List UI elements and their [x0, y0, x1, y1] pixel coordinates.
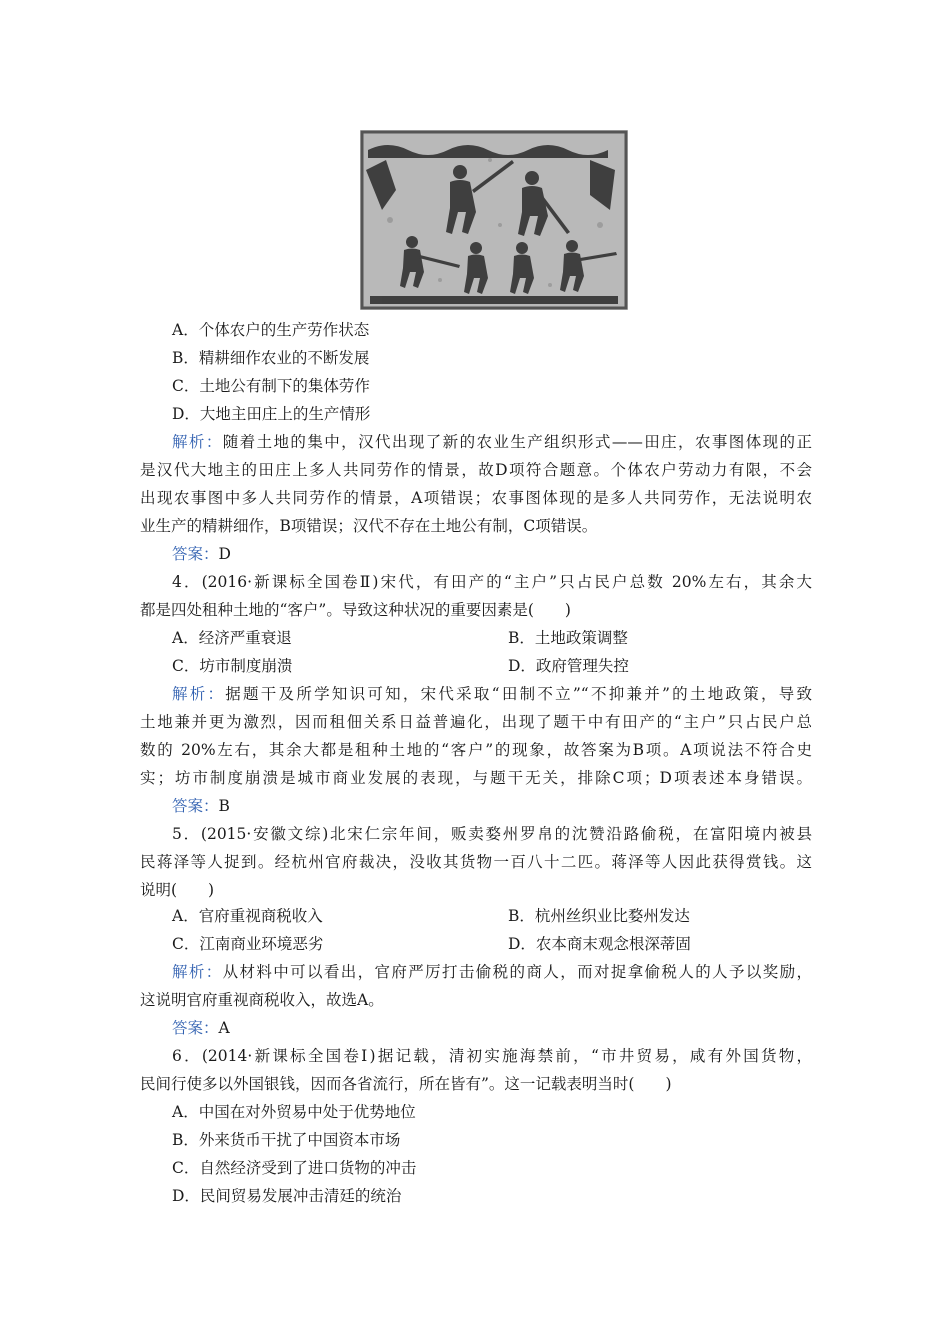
- q6-option-b: B．外来货币干扰了中国资本市场: [172, 1131, 401, 1149]
- q4-stem-line-2: 都是四处租种土地的“客户”。导致这种状况的重要因素是( ): [140, 601, 571, 619]
- farming-relief-image: [360, 130, 628, 310]
- q3-analysis-label: 解析：: [172, 433, 223, 451]
- q5-stem-line-3: 说明( ): [140, 881, 215, 899]
- q6-option-a: A．中国在对外贸易中处于优势地位: [172, 1103, 416, 1121]
- q5-analysis-label: 解析：: [172, 963, 223, 981]
- q5-option-c: C．江南商业环境恶劣: [172, 935, 324, 953]
- q5-answer-label: 答案：: [172, 1019, 219, 1037]
- q4-option-b: B．土地政策调整: [508, 629, 628, 647]
- q3-answer-label: 答案：: [172, 545, 219, 563]
- q5-analysis-line-1: 解析：从材料中可以看出，官府严厉打击偷税的商人，而对捉拿偷税人的人予以奖励，: [172, 963, 812, 981]
- q6-option-c: C．自然经济受到了进口货物的冲击: [172, 1159, 417, 1177]
- q5-option-a: A．官府重视商税收入: [172, 907, 323, 925]
- q4-answer: 答案：B: [172, 797, 230, 815]
- q4-option-d: D．政府管理失控: [508, 657, 629, 675]
- q5-stem-line-2: 民蒋泽等人捉到。经杭州官府裁决，没收其货物一百八十二匹。蒋泽等人因此获得赏钱。这: [140, 853, 812, 871]
- q4-stem-line-1: 4．(2016·新课标全国卷Ⅱ)宋代，有田产的“主户”只占民户总数 20%左右，其余大: [172, 573, 812, 591]
- q3-option-d: D．大地主田庄上的生产情形: [172, 405, 371, 423]
- q3-analysis-line-2: 是汉代大地主的田庄上多人共同劳作的情景，故D项符合题意。个体农户劳动力有限，不会: [140, 461, 812, 479]
- q4-analysis-line-1: 解析：据题干及所学知识可知，宋代采取“田制不立”“不抑兼并”的土地政策，导致: [172, 685, 812, 703]
- q4-analysis-line-2: 土地兼并更为激烈，因而租佃关系日益普遍化，出现了题干中有田产的“主户”只占民户总: [140, 713, 812, 731]
- q5-option-b: B．杭州丝织业比婺州发达: [508, 907, 690, 925]
- q4-option-c: C．坊市制度崩溃: [172, 657, 293, 675]
- q4-analysis-line-4: 实；坊市制度崩溃是城市商业发展的表现，与题干无关，排除C项；D项表述本身错误。: [140, 769, 812, 787]
- q5-option-d: D．农本商末观念根深蒂固: [508, 935, 691, 953]
- q6-option-d: D．民间贸易发展冲击清廷的统治: [172, 1187, 402, 1205]
- q5-stem-line-1: 5．(2015·安徽文综)北宋仁宗年间，贩卖婺州罗帛的沈赞沿路偷税，在富阳境内被县: [172, 825, 812, 843]
- q5-analysis-line-2: 这说明官府重视商税收入，故选A。: [140, 991, 384, 1009]
- q4-analysis-label: 解析：: [172, 685, 226, 703]
- q5-answer: 答案：A: [172, 1019, 230, 1037]
- q4-analysis-line-3: 数的 20%左右，其余大都是租种土地的“客户”的现象，故答案为B项。A项说法不符合史: [140, 741, 812, 759]
- q4-option-a: A．经济严重衰退: [172, 629, 292, 647]
- q6-stem-line-2: 民间行使多以外国银钱，因而各省流行，所在皆有”。这一记载表明当时( ): [140, 1075, 672, 1093]
- q3-analysis-line-3: 出现农事图中多人共同劳作的情景，A项错误；农事图体现的是多人共同劳作，无法说明农: [140, 489, 812, 507]
- relief-image-icon: [360, 130, 628, 310]
- q6-stem-line-1: 6．(2014·新课标全国卷Ⅰ)据记载，清初实施海禁前，“市井贸易，咸有外国货物，: [172, 1047, 812, 1065]
- q3-option-b: B．精耕细作农业的不断发展: [172, 349, 370, 367]
- q3-analysis-line-4: 业生产的精耕细作，B项错误；汉代不存在土地公有制，C项错误。: [140, 517, 598, 535]
- q3-option-c: C．土地公有制下的集体劳作: [172, 377, 370, 395]
- q4-answer-label: 答案：: [172, 797, 219, 815]
- q3-answer: 答案：D: [172, 545, 231, 563]
- q3-option-a: A．个体农户的生产劳作状态: [172, 321, 370, 339]
- q3-analysis-line-1: 解析：随着土地的集中，汉代出现了新的农业生产组织形式——田庄，农事图体现的正: [172, 433, 812, 451]
